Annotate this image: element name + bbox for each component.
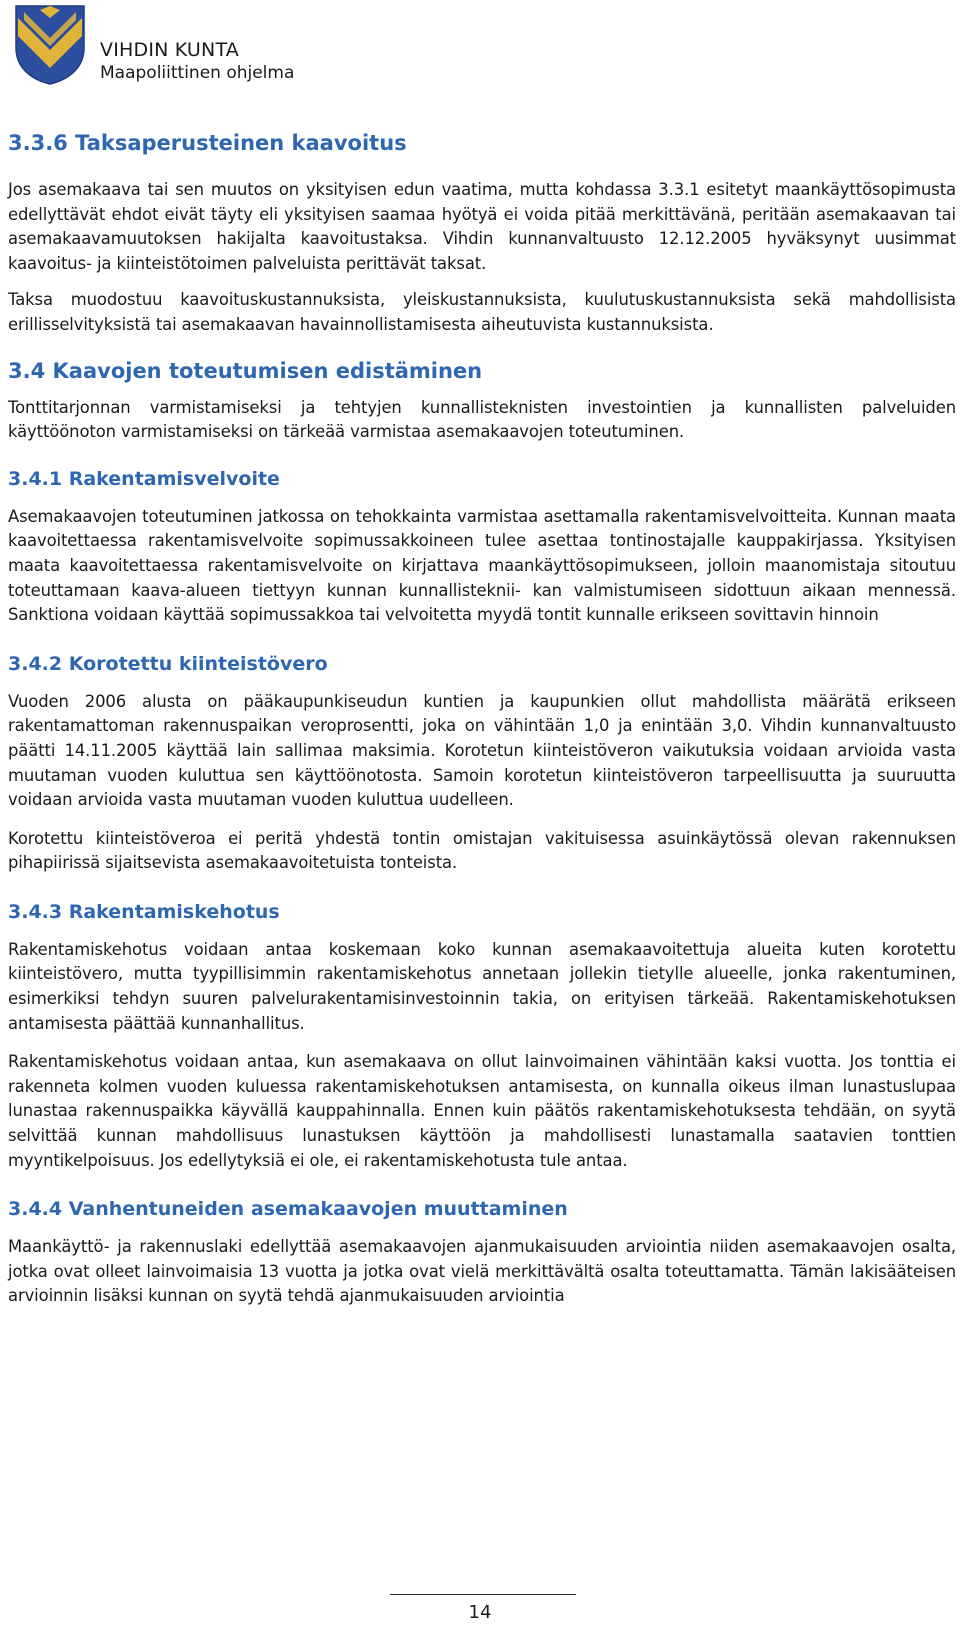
paragraph: Vuoden 2006 alusta on pääkaupunkiseudun kuntien ja kaupunkien ollut mahdollista määrätä erikseen rakentamattoman rakennuspaikan veroprosentti, joka on vähintään 1,0 ja enintään 3,0. Vihdin kunnanvaltuusto päätti 14.11.2005 käyttää lain sallimaa maksimia. Korotetun kiinteistöveron vaikutuksia voidaan arvioida vasta muutaman vuoden kuluttua sen käyttöönotosta. Samoin korotetun kiinteistöveron tarpeellisuutta ja suuruutta voidaan arvioida vasta muutaman vuoden kuluttua uudelleen. [8, 691, 956, 810]
paragraph: Korotettu kiinteistöveroa ei peritä yhdestä tontin omistajan vakituisessa asuinkäytössä olevan rakennuksen pihapiirissä sijaitsevista asemakaavoitetuista tonteista. [8, 828, 956, 873]
paragraph: Maankäyttö- ja rakennuslaki edellyttää asemakaavojen ajanmukaisuuden arviointia niiden asemakaavojen osalta, jotka ovat olleet lainvoimaisia 13 vuotta ja jotka ovat vielä merkittävältä osalta toteuttamatta. Tämän lakisääteisen arvioinnin lisäksi kunnan on syytä tehdä ajanmukaisuuden arviointia [8, 1237, 956, 1306]
subsection-heading: 3.4.2 Korotettu kiinteistövero [8, 652, 328, 675]
paragraph: Rakentamiskehotus voidaan antaa, kun asemakaava on ollut lainvoimainen vähintään kaksi vuotta. Jos tonttia ei rakenneta kolmen vuoden kuluessa rakentamiskehotuksen antamisesta, on kunnalla oikeus ilman lunastuslupaa lunastaa rakennuspaikka käyvällä kauppahinnalla. Ennen kuin päätös rakentamiskehotuksesta tehdään, on syytä selvittää kunnan mahdollisuus lunastuksen käyttöön ja mahdollisesti lunastamalla saatavien tonttien myyntikelpoisuus. Jos edellytyksiä ei ole, ei rakentamiskehotusta tule antaa. [8, 1052, 956, 1170]
organization-name: VIHDIN KUNTA [100, 39, 239, 61]
paragraph: Taksa muodostuu kaavoituskustannuksista, yleiskustannuksista, kuulutuskustannuksista sekä mahdollisista erillisselvityksistä tai asemakaavan havainnollistamisesta aiheutuvista kustannuksista. [8, 290, 956, 334]
section-heading: 3.3.6 Taksaperusteinen kaavoitus [8, 131, 407, 155]
document-title: Maapoliittinen ohjelma [100, 63, 295, 83]
municipal-coat-of-arms-icon [14, 4, 86, 86]
organization-block [100, 38, 294, 84]
paragraph: Tonttitarjonnan varmistamiseksi ja tehtyjen kunnallisteknisten investointien ja kunnallisten palveluiden käyttöönoton varmistamiseksi on tärkeää varmistaa asemakaavojen toteutuminen. [8, 397, 956, 442]
subsection-heading: 3.4.4 Vanhentuneiden asemakaavojen muuttaminen [8, 1198, 568, 1221]
subsection-heading: 3.4.3 Rakentamiskehotus [8, 900, 280, 923]
footer-divider [390, 1594, 576, 1595]
paragraph: Asemakaavojen toteutuminen jatkossa on tehokkainta varmistaa asettamalla rakentamisvelvoitteita. Kunnan maata kaavoitettaessa rakentamisvelvoite sopimussakkoineen tulee asettaa tontinostajalle kauppakirjassa. Yksityisen maata kaavoitettaessa rakentamisvelvoite on kirjattava maankäyttösopimukseen, jolloin maanomistaja sitoutuu toteuttamaan kaava-alueen tiettyyn kunnan kunnallisteknii- kan valmistumiseen sidottuun aikaan mennessä. Sanktiona voidaan käyttää sopimussakkoa tai velvoitetta myydä tontit kunnalle erikseen sovittavin hinnoin [8, 506, 956, 625]
paragraph: Rakentamiskehotus voidaan antaa koskemaan koko kunnan asemakaavoitettuja alueita kuten korotettu kiinteistövero, mutta tyypillisimmin rakentamiskehotus annetaan jollekin tietylle alueelle, jonka rakentuminen, esimerkiksi tehdyn suuren palvelurakentamisinvestoinnin takia, on erityisen tärkeää. Rakentamiskehotuksen antamisesta päättää kunnanhallitus. [8, 939, 956, 1033]
paragraph: Jos asemakaava tai sen muutos on yksityisen edun vaatima, mutta kohdassa 3.3.1 esitetyt maankäyttösopimusta edellyttävät ehdot eivät täyty eli yksityisen saamaa hyötyä ei voida pitää merkittävänä, peritään asemakaavan tai asemakaavamuutoksen hakijalta kaavoitustaksa. Vihdin kunnanvaltuusto 12.12.2005 hyväksynyt uusimmat kaavoitus- ja kiinteistötoimen palveluista perittävät taksat. [8, 180, 956, 273]
subsection-heading: 3.4.1 Rakentamisvelvoite [8, 467, 280, 490]
page-number: 14 [468, 1602, 492, 1623]
section-heading: 3.4 Kaavojen toteutumisen edistäminen [8, 358, 483, 383]
document-body [8, 128, 956, 1309]
